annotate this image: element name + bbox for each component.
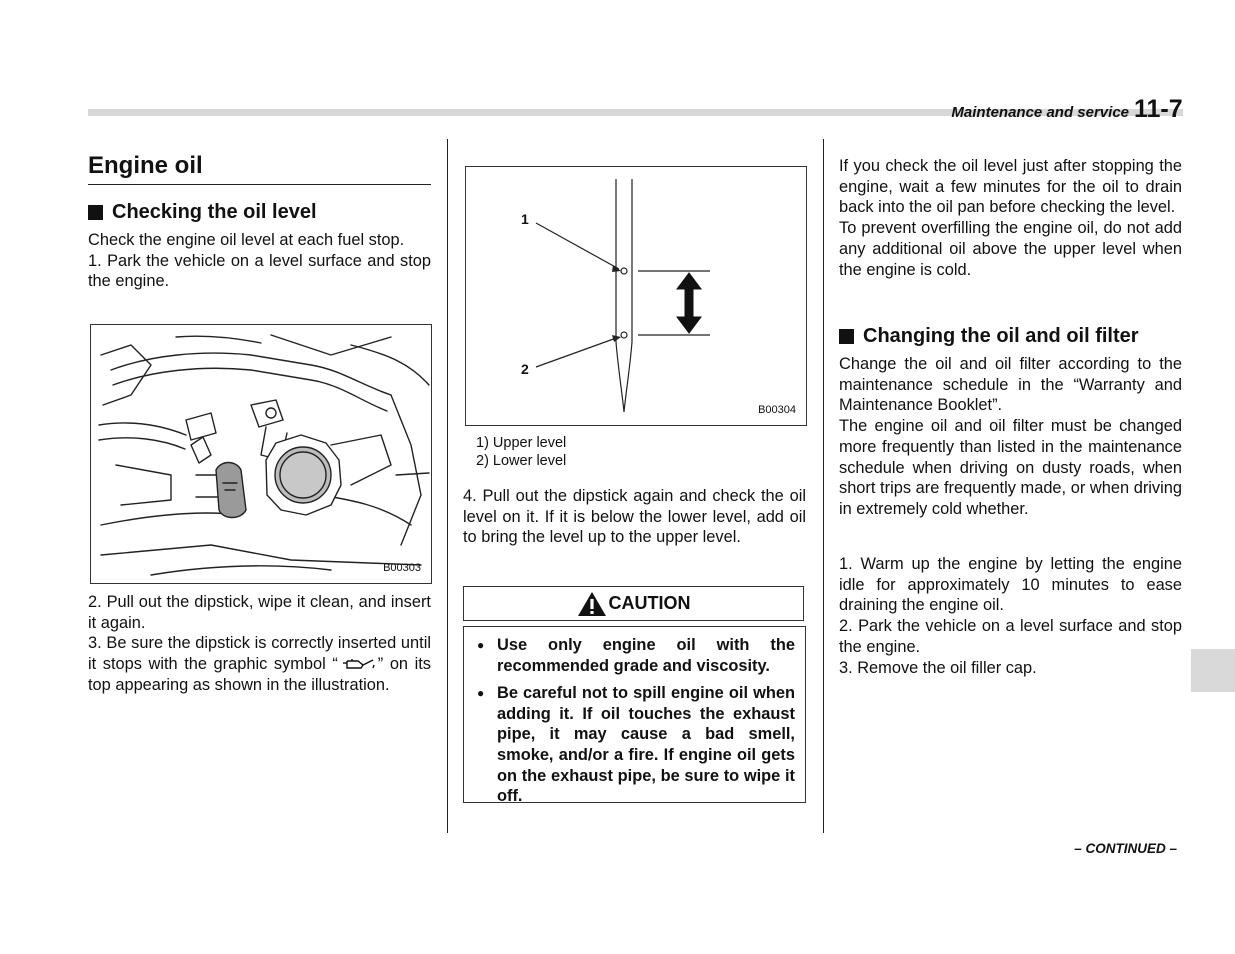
page-title: Engine oil (88, 152, 203, 179)
page-number: 11-7 (1134, 95, 1183, 123)
step-3-part-b: ” on its top appearing as shown in the illustration. (88, 655, 431, 694)
subheading-changing (839, 325, 1182, 348)
step-1: 1. Warm up the engine by letting the engine idle for approximately 10 minutes to ease draining the engine oil. (839, 555, 1182, 615)
caution-box (463, 626, 806, 806)
col1-intro (88, 230, 431, 292)
legend-item: 1) Upper level (476, 435, 567, 451)
callout-2: 2 (521, 361, 529, 377)
paragraph: Change the oil and oil filter according to the maintenance schedule in the “Warranty and Maintenance Booklet”. (839, 355, 1182, 415)
step-3-part-a: 3. Be sure the dipstick is correctly inserted until it stops with the graphic symbol “ (88, 634, 431, 674)
paragraph: The engine oil and oil filter must be changed more frequently than listed in the maintenance schedule when driving on dusty roads, when short trips are frequently made, or when driving in extremely cold whether. (839, 417, 1182, 518)
figure-dipstick (465, 166, 807, 426)
step-2: 2. Pull out the dipstick, wipe it clean, and insert it again. (88, 593, 431, 632)
caution-title: CAUTION (608, 593, 691, 613)
caution-item-text: Be careful not to spill engine oil when adding it. If oil touches the exhaust pipe, it may cause a bad smell, smoke, and/or a fire. If engine oil gets on the exhaust pipe, be sure to wipe it off. (497, 684, 795, 806)
step-1: 1. Park the vehicle on a level surface and stop the engine. (88, 251, 431, 291)
paragraph: Check the engine oil level at each fuel stop. (88, 231, 405, 249)
callout-1: 1 (521, 211, 529, 227)
black-square-icon (88, 205, 103, 220)
step-2: 2. Park the vehicle on a level surface and stop the engine. (839, 617, 1182, 656)
step-3: 3. Remove the oil filler cap. (839, 658, 1037, 677)
col1-steps (88, 592, 431, 696)
col3-body (839, 354, 1182, 520)
column-divider-left (447, 139, 448, 833)
subheading-checking-text: Checking the oil level (112, 201, 317, 223)
legend-item: 2) Lower level (476, 453, 567, 469)
dipstick-illustration (466, 167, 806, 425)
subheading-checking (88, 201, 431, 224)
step-4-text: 4. Pull out the dipstick again and check the oil level on it. If it is below the lower level, add oil to bring the level up to the upper level. (463, 487, 806, 547)
step-3 (88, 633, 431, 695)
black-square-icon (839, 329, 854, 344)
continued-label: – CONTINUED – (1074, 841, 1177, 856)
figure-engine-bay (90, 324, 432, 584)
paragraph: To prevent overfilling the engine oil, do not add any additional oil above the upper level when the engine is cold. (839, 219, 1182, 279)
title-rule (88, 184, 431, 185)
header-section-title: Maintenance and service (951, 104, 1129, 121)
caution-item (474, 635, 795, 676)
subheading-changing-text: Changing the oil and oil filter (863, 325, 1139, 347)
step-4 (463, 486, 806, 548)
figure-id: B00303 (383, 562, 421, 574)
bullet-dot-icon: ● (477, 638, 485, 652)
engine-bay-illustration (91, 325, 431, 583)
col3-intro (839, 156, 1182, 280)
oil-can-icon (338, 656, 378, 672)
caution-header (463, 586, 804, 621)
caution-item (474, 683, 795, 807)
figure-legend (476, 434, 566, 470)
col3-steps (839, 554, 1182, 678)
warning-triangle-icon (577, 591, 607, 617)
bullet-dot-icon: ● (477, 686, 485, 701)
figure-id: B00304 (758, 404, 796, 416)
caution-item-text: Use only engine oil with the recommended grade and viscosity. (497, 636, 795, 675)
paragraph: If you check the oil level just after stopping the engine, wait a few minutes for the oil to drain back into the oil pan before checking the level. (839, 157, 1182, 217)
section-tab (1191, 649, 1235, 692)
column-divider-right (823, 139, 824, 833)
